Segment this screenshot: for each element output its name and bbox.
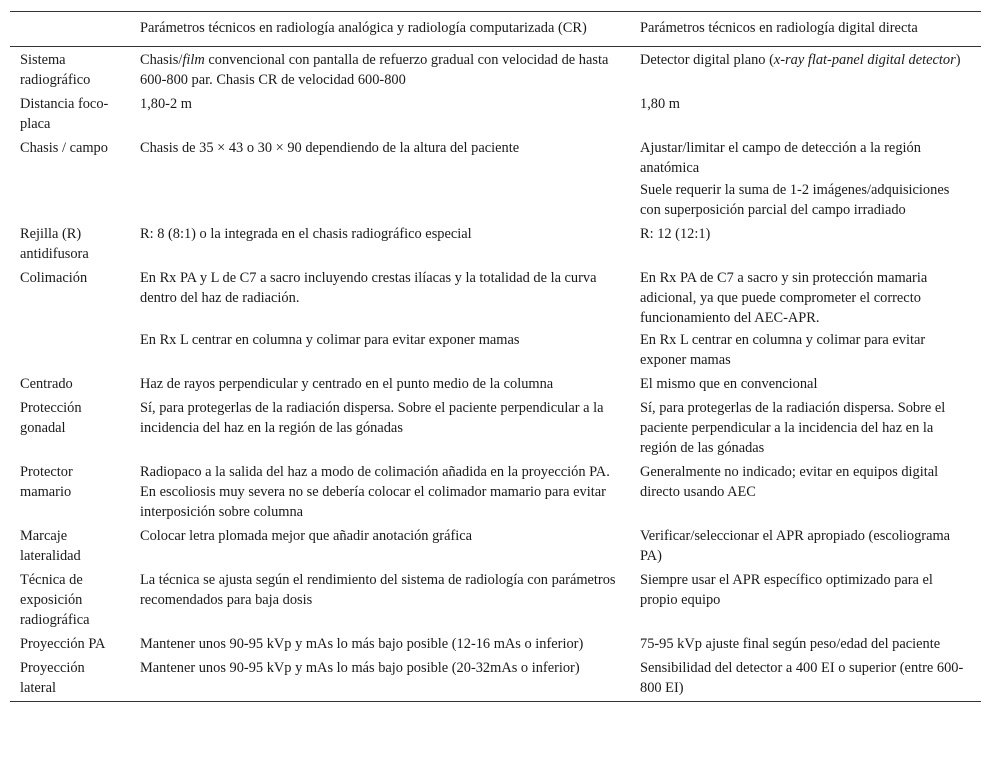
analog-cell: La técnica se ajusta según el rendimiento del sistema de radiología con parámetros recomendados para baja dosis — [140, 572, 616, 608]
param-cell: Proyección PA — [20, 636, 106, 652]
analog-cell — [130, 47, 630, 94]
param-cell: Rejilla (R) antidifusora — [20, 226, 89, 262]
digital-cell: El mismo que en convencional — [640, 376, 818, 392]
param-cell: Centrado — [20, 376, 73, 392]
analog-cell: Haz de rayos perpendicular y centrado en el punto medio de la columna — [140, 376, 554, 392]
cell-paragraph: En Rx PA y L de C7 a sacro incluyendo crestas ilíacas y la totalidad de la curva dentro del haz de radiación. — [140, 270, 597, 306]
table-header-row — [10, 12, 981, 47]
digital-cell: Generalmente no indicado; evitar en equipos digital directo usando AEC — [640, 464, 939, 500]
text-fragment: Chasis/ — [140, 52, 183, 68]
table-row — [10, 569, 981, 633]
italic-text: film — [182, 52, 205, 68]
header-digital: Parámetros técnicos en radiología digital directa — [640, 20, 918, 36]
table-row — [10, 633, 981, 657]
digital-cell: 75-95 kVp ajuste final según peso/edad del paciente — [640, 636, 941, 652]
table-row — [10, 47, 981, 94]
cell-paragraph: En Rx PA de C7 a sacro y sin protección mamaria adicional, ya que puede comprometer el correcto funcionamiento del AEC-APR. — [640, 270, 928, 326]
parameters-table — [10, 11, 981, 702]
table-row — [10, 93, 981, 137]
table-row — [10, 373, 981, 397]
analog-cell: Mantener unos 90-95 kVp y mAs lo más bajo posible (20-32mAs o inferior) — [140, 660, 580, 676]
digital-cell — [630, 267, 981, 373]
param-cell: Proyección lateral — [20, 660, 85, 696]
table-row — [10, 397, 981, 461]
analog-cell: Radiopaco a la salida del haz a modo de colimación añadida en la proyección PA. En escoliosis muy severa no se debería colocar el colimador mamario para evitar interposición sobre columna — [140, 464, 610, 520]
header-empty-cell — [10, 12, 130, 47]
text-fragment: convencional con pantalla de refuerzo gradual con velocidad de hasta 600-800 par. Chasis CR de velocidad 600-800 — [140, 52, 609, 88]
param-cell: Protección gonadal — [20, 400, 82, 436]
analog-cell: 1,80-2 m — [140, 96, 192, 112]
cell-paragraph: Ajustar/limitar el campo de detección a la región anatómica — [640, 140, 921, 176]
digital-cell: 1,80 m — [640, 96, 680, 112]
digital-cell: Sensibilidad del detector a 400 EI o superior (entre 600-800 EI) — [640, 660, 964, 696]
param-cell: Chasis / campo — [20, 140, 108, 156]
digital-cell: Verificar/seleccionar el APR apropiado (escoliograma PA) — [640, 528, 951, 564]
analog-cell: Colocar letra plomada mejor que añadir anotación gráfica — [140, 528, 473, 544]
digital-cell — [630, 137, 981, 223]
text-fragment: Detector digital plano ( — [640, 52, 774, 68]
analog-cell: Chasis de 35 × 43 o 30 × 90 dependiendo de la altura del paciente — [140, 140, 520, 156]
param-cell: Marcaje lateralidad — [20, 528, 81, 564]
param-cell: Colimación — [20, 270, 88, 286]
digital-cell: Siempre usar el APR específico optimizado para el propio equipo — [640, 572, 933, 608]
table-row — [10, 657, 981, 702]
cell-paragraph: Suele requerir la suma de 1-2 imágenes/adquisiciones con superposición parcial del campo irradiado — [640, 182, 950, 218]
table-row — [10, 461, 981, 525]
analog-cell — [130, 267, 630, 373]
analog-cell: Sí, para protegerlas de la radiación dispersa. Sobre el paciente perpendicular a la incidencia del haz en la región de las gónadas — [140, 400, 604, 436]
table-row — [10, 525, 981, 569]
digital-cell: R: 12 (12:1) — [640, 226, 711, 242]
header-analog: Parámetros técnicos en radiología analógica y radiología computarizada (CR) — [140, 20, 587, 36]
table-row — [10, 137, 981, 223]
param-cell: Protector mamario — [20, 464, 73, 500]
table-row — [10, 223, 981, 267]
analog-cell: R: 8 (8:1) o la integrada en el chasis radiográfico especial — [140, 226, 472, 242]
cell-paragraph: En Rx L centrar en columna y colimar para evitar exponer mamas — [640, 332, 926, 368]
italic-text: x-ray flat-panel digital detector — [773, 52, 956, 68]
analog-cell: Mantener unos 90-95 kVp y mAs lo más bajo posible (12-16 mAs o inferior) — [140, 636, 584, 652]
cell-paragraph: En Rx L centrar en columna y colimar para evitar exponer mamas — [140, 332, 520, 348]
digital-cell: Sí, para protegerlas de la radiación dispersa. Sobre el paciente perpendicular a la incidencia del haz en la región de las gónadas — [640, 400, 946, 456]
param-cell: Sistema radiográfico — [20, 52, 91, 88]
param-cell: Técnica de exposición radiográfica — [20, 572, 90, 628]
text-fragment: ) — [955, 52, 961, 68]
table-row — [10, 267, 981, 373]
param-cell: Distancia foco-placa — [20, 96, 109, 132]
digital-cell — [630, 47, 981, 94]
